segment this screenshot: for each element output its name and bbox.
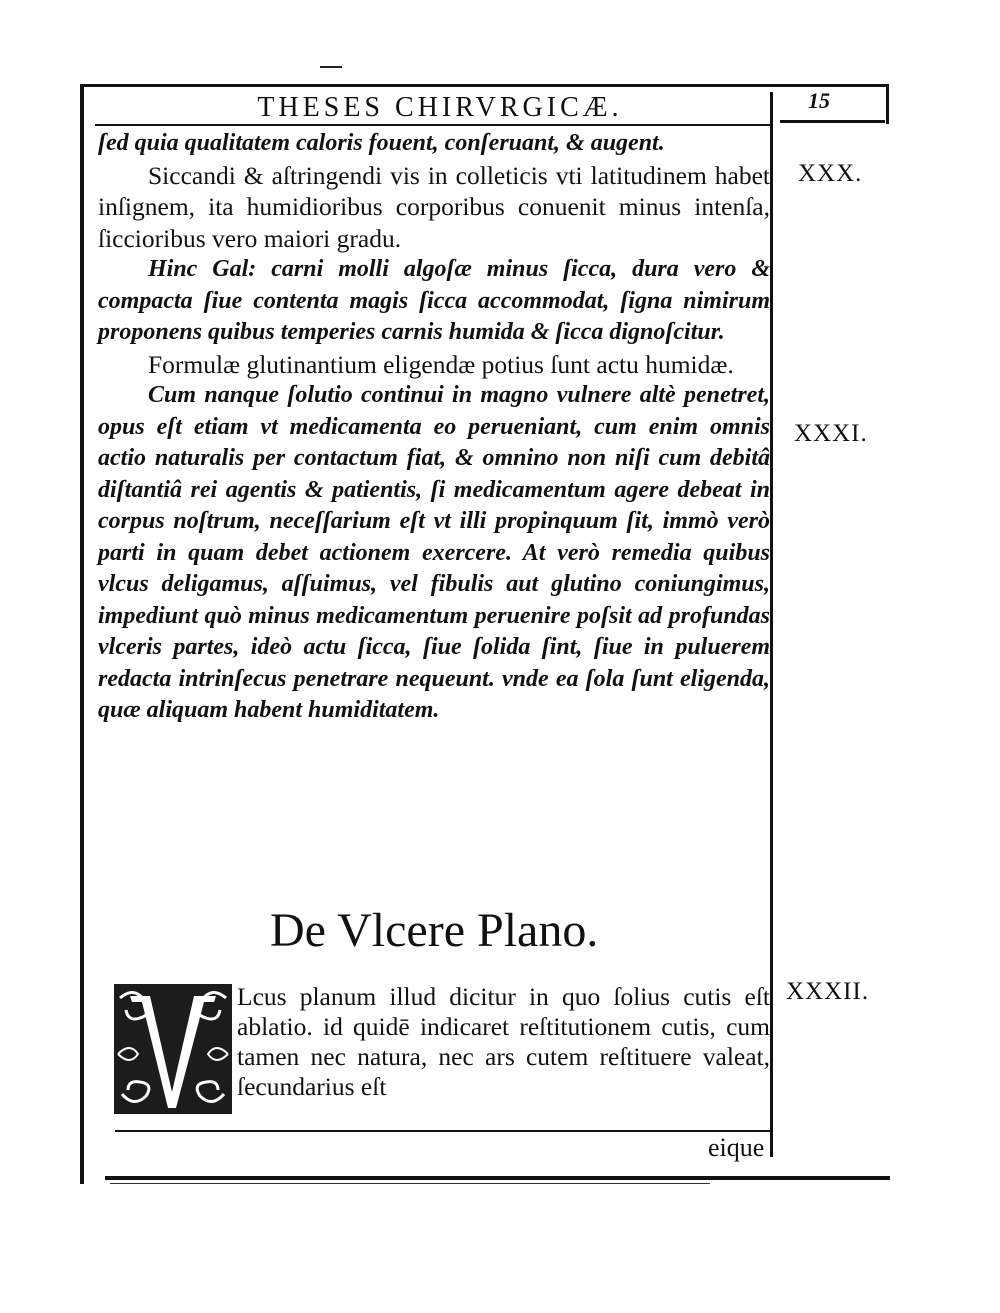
stray-ink-mark [320, 66, 342, 68]
thesis-number-xxxii: XXXII. [786, 978, 870, 1005]
text-block-upper [98, 128, 770, 727]
page-frame-right-rule [886, 84, 889, 124]
section-heading: De Vlcere Plano. [270, 904, 599, 957]
thesis-xxxii-text: Lcus planum illud dicitur in quo ſolius cutis eſt ablatio. id quidē indicaret reſtitutionem cutis, cum tamen nec natura, nec ars cutem reſtituere valeat, ſecundarius eſt [237, 982, 770, 1101]
page-frame-top-rule [80, 84, 888, 87]
continued-line: ſed quia qualitatem caloris fouent, conſeruant, & augent. [98, 130, 665, 156]
header-rule [95, 124, 770, 126]
thesis-xxxi-commentary: Cum nanque ſolutio continui in magno vulnere altè penetret, opus eſt etiam vt medicamenta eo perueniant, cum enim omnis actio naturalis per contactum fiat, & omnino non niſi cum debitâ diſtantiâ rei agentis & patientis, ſi medicamentum agere debeat in corpus noſtrum, neceſſarium eſt vt illi propinquum ſit, immò verò parti in quam debet actionem exercere. At verò remedia quibus vlcus deligamus, aſſuimus, vel fibulis aut glutino coniungimus, impediunt quò minus medicamentum peruenire poſsit ad profundas vlceris partes, ideò actu ſicca, ſiue ſolida ſint, ſiue in puluerem redacta intrinſecus penetrare nequeunt. vnde ea ſola ſunt eligenda, quæ aliquam habent humiditatem. [98, 382, 770, 723]
decorated-initial-v [114, 984, 232, 1114]
running-head: THESES CHIRVRGICÆ. [257, 92, 623, 123]
thesis-xxxii-text-block [237, 982, 770, 1102]
page-frame-left-rule [80, 84, 84, 1184]
bottom-rule-thin [110, 1183, 710, 1184]
thesis-number-xxxi: XXXI. [794, 420, 868, 447]
thesis-xxx-commentary: Hinc Gal: carni molli algoſæ minus ſicca, dura vero & compacta ſiue contenta magis ſicca accommodat, ſigna nimirum proponens quibus temperies carnis humida & ſicca dignoſcitur. [98, 256, 770, 345]
thesis-xxx-text: Siccandi & aſtringendi vis in colleticis vti latitudinem habet inſignem, ita humidioribus corporibus conuenit minus intenſa, ſiccioribus vero maiori gradu. [98, 160, 770, 253]
margin-column-rule [770, 92, 773, 1157]
thesis-xxxi-text: Formulæ glutinantium eligendæ potius ſunt actu humidæ. [148, 349, 734, 379]
catchword: eique [708, 1133, 765, 1162]
footer-rule [115, 1130, 770, 1132]
bottom-rule [105, 1176, 890, 1180]
thesis-number-xxx: XXX. [798, 160, 863, 187]
page-number: 15 [808, 88, 830, 113]
margin-header-rule [780, 120, 885, 123]
